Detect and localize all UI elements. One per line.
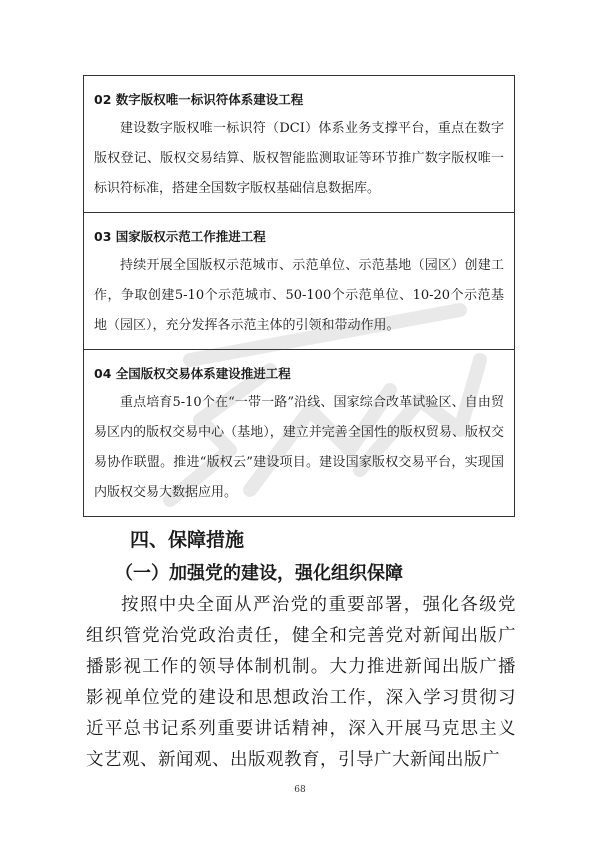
table-row bbox=[84, 350, 514, 516]
project-title: 04 全国版权交易体系建设推进工程 bbox=[94, 366, 291, 381]
section-heading: 四、保障措施 bbox=[130, 529, 245, 551]
table-row bbox=[84, 213, 514, 350]
table-row bbox=[84, 76, 514, 213]
project-description: 持续开展全国版权示范城市、示范单位、示范基地（园区）创建工作，争取创建5-10个示范城市、50-100个示范单位、10-20个示范基地（园区），充分发挥各示范主体的引领和带动作用。 bbox=[94, 258, 504, 333]
page-number: 68 bbox=[294, 785, 306, 795]
project-description: 建设数字版权唯一标识符（DCI）体系业务支撑平台，重点在数字版权登记、版权交易结算、版权智能监测取证等环节推广数字版权唯一标识符标准，搭建全国数字版权基础信息数据库。 bbox=[94, 121, 504, 196]
body-paragraph: 按照中央全面从严治党的重要部署，强化各级党组织管党治党政治责任，健全和完善党对新闻出版广播影视工作的领导体制机制。大力推进新闻出版广播影视单位党的建设和思想政治工作，深入学习贯彻习近平总书记系列重要讲话精神，深入开展马克思主义文艺观、新闻观、出版观教育，引导广大新闻出版广 bbox=[86, 595, 516, 770]
sub-heading: （一）加强党的建设，强化组织保障 bbox=[115, 563, 403, 584]
project-table bbox=[83, 75, 515, 517]
project-description: 重点培育5-10个在“一带一路”沿线、国家综合改革试验区、自由贸易区内的版权交易中心（基地），建立并完善全国性的版权贸易、版权交易协作联盟。推进“版权云”建设项目。建设国家版权交易平台，实现国内版权交易大数据应用。 bbox=[94, 395, 504, 500]
project-title: 02 数字版权唯一标识符体系建设工程 bbox=[94, 92, 304, 107]
project-title: 03 国家版权示范工作推进工程 bbox=[94, 229, 266, 244]
